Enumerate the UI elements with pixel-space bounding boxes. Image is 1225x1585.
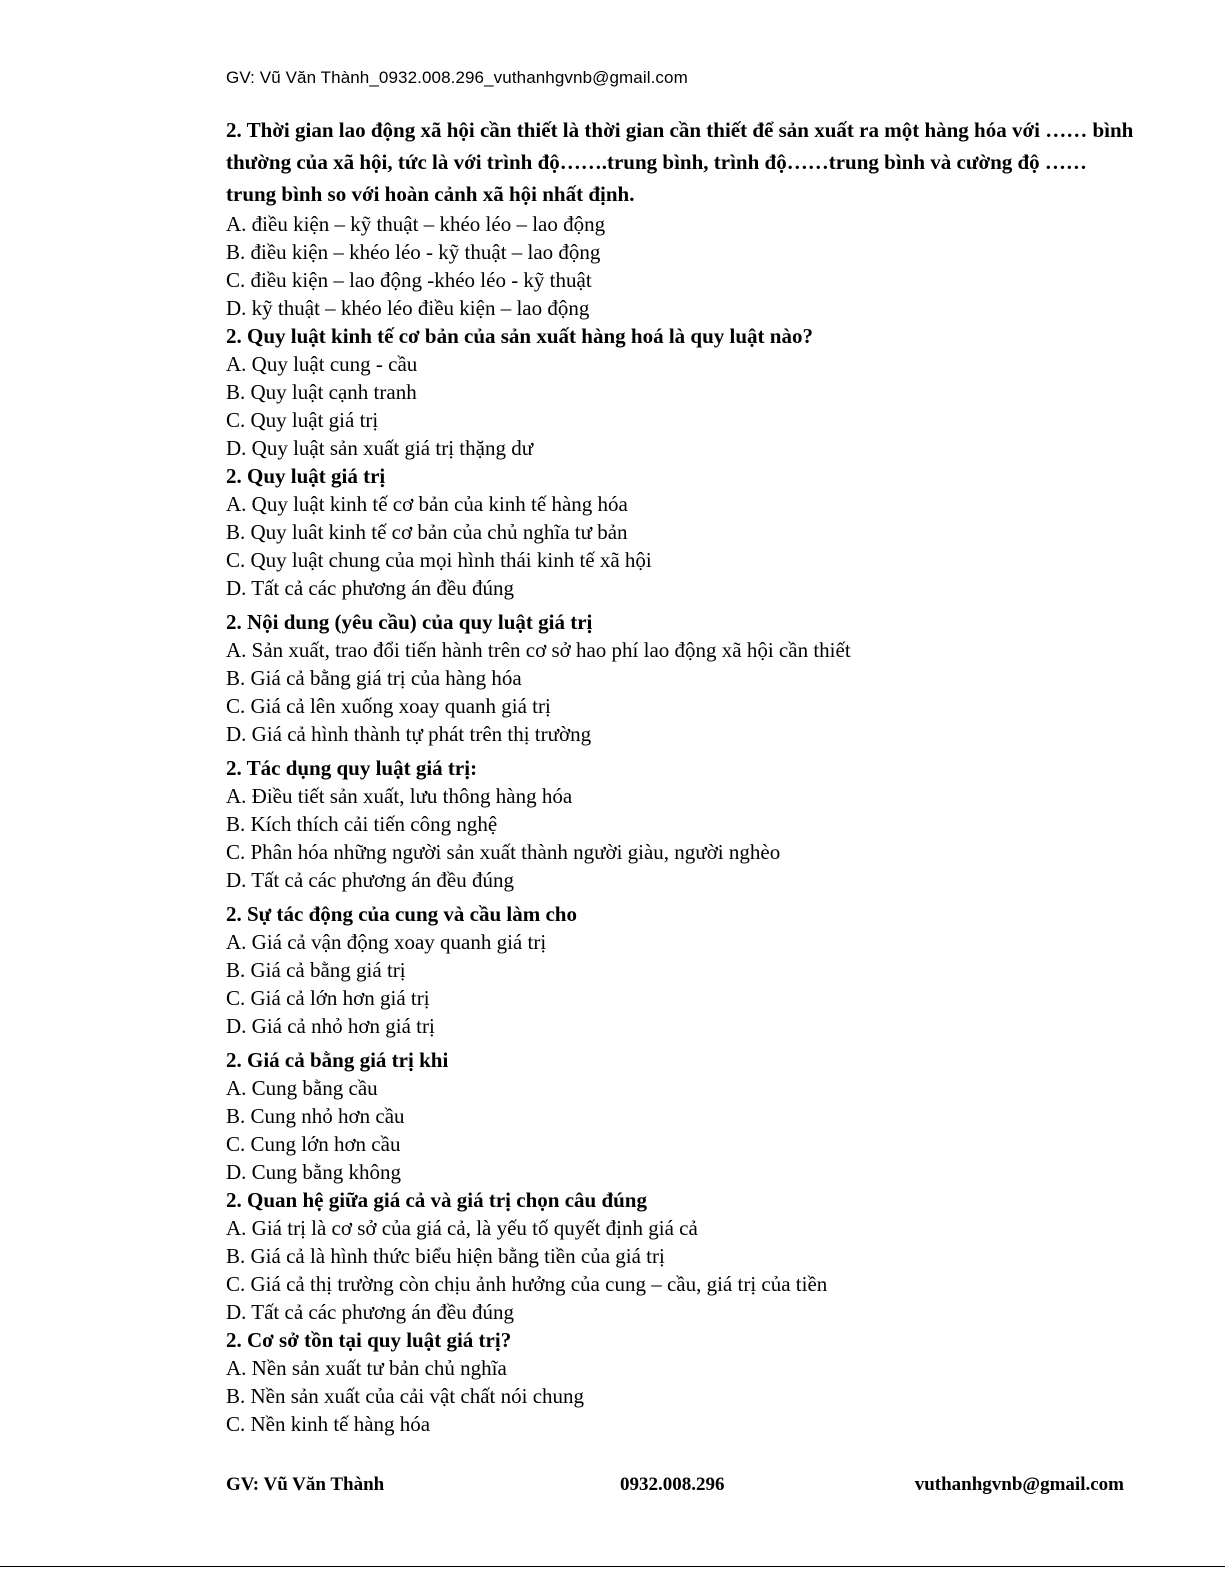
option-c: C. Giá cả thị trường còn chịu ảnh hưởng của cung – cầu, giá trị của tiền — [226, 1272, 828, 1296]
option-a: A. Sản xuất, trao đổi tiến hành trên cơ sở hao phí lao động xã hội cần thiết — [226, 638, 851, 662]
option-b: B. Kích thích cải tiến công nghệ — [226, 812, 498, 836]
option-a: A. Điều tiết sản xuất, lưu thông hàng hóa — [226, 784, 573, 808]
question-title: 2. Giá cả bằng giá trị khi — [226, 1048, 449, 1072]
option-c: C. điều kiện – lao động -khéo léo - kỹ thuật — [226, 268, 592, 292]
option-b: B. Quy luât kinh tế cơ bản của chủ nghĩa tư bản — [226, 520, 628, 544]
question-block-2 — [226, 322, 1136, 462]
question-title: 2. Cơ sở tồn tại quy luật giá trị? — [226, 1328, 512, 1352]
option-a: A. Nền sản xuất tư bản chủ nghĩa — [226, 1356, 507, 1380]
option-a: A. Quy luật kinh tế cơ bản của kinh tế hàng hóa — [226, 492, 628, 516]
option-b: B. Cung nhỏ hơn cầu — [226, 1104, 405, 1128]
option-d: D. Giá cả nhỏ hơn giá trị — [226, 1014, 435, 1038]
option-a: A. Giá trị là cơ sở của giá cả, là yếu tố quyết định giá cả — [226, 1216, 698, 1240]
option-a: A. Quy luật cung - cầu — [226, 352, 418, 376]
option-c: C. Nền kinh tế hàng hóa — [226, 1412, 431, 1436]
option-b: B. điều kiện – khéo léo - kỹ thuật – lao động — [226, 240, 601, 264]
option-d: D. Giá cả hình thành tự phát trên thị trường — [226, 722, 592, 746]
option-c: C. Phân hóa những người sản xuất thành người giàu, người nghèo — [226, 840, 781, 864]
question-block-5 — [226, 754, 1136, 894]
option-c: C. Quy luật chung của mọi hình thái kinh tế xã hội — [226, 548, 652, 572]
footer-phone: 0932.008.296 — [620, 1474, 725, 1495]
option-a: A. Giá cả vận động xoay quanh giá trị — [226, 930, 547, 954]
option-d: D. Tất cả các phương án đều đúng — [226, 868, 515, 892]
question-title: 2. Quy luật kinh tế cơ bản của sản xuất hàng hoá là quy luật nào? — [226, 324, 813, 348]
option-d: D. kỹ thuật – khéo léo điều kiện – lao động — [226, 296, 590, 320]
option-d: D. Cung bằng không — [226, 1160, 401, 1184]
question-block-3 — [226, 462, 1136, 602]
question-title: 2. Nội dung (yêu cầu) của quy luật giá trị — [226, 610, 593, 634]
option-d: D. Quy luật sản xuất giá trị thặng dư — [226, 436, 534, 460]
question-title: 2. Quy luật giá trị — [226, 464, 386, 488]
question-block-7 — [226, 1046, 1136, 1186]
question-title: 2. Sự tác động của cung và cầu làm cho — [226, 902, 577, 926]
option-d: D. Tất cả các phương án đều đúng — [226, 1300, 515, 1324]
option-b: B. Giá cả là hình thức biểu hiện bằng tiền của giá trị — [226, 1244, 665, 1268]
footer-teacher-name: GV: Vũ Văn Thành — [226, 1474, 385, 1495]
option-b: B. Nền sản xuất của cải vật chất nói chung — [226, 1384, 585, 1408]
question-block-4 — [226, 608, 1136, 748]
page-header: GV: Vũ Văn Thành_0932.008.296_vuthanhgvnb@gmail.com — [226, 68, 688, 87]
option-c: C. Quy luật giá trị — [226, 408, 379, 432]
option-a: A. điều kiện – kỹ thuật – khéo léo – lao động — [226, 212, 606, 236]
option-c: C. Cung lớn hơn cầu — [226, 1132, 401, 1156]
option-b: B. Quy luật cạnh tranh — [226, 380, 417, 404]
bottom-divider — [0, 1566, 1225, 1567]
question-block-8 — [226, 1186, 1136, 1326]
question-title: 2. Quan hệ giữa giá cả và giá trị chọn câu đúng — [226, 1188, 647, 1212]
option-b: B. Giá cả bằng giá trị của hàng hóa — [226, 666, 522, 690]
option-d: D. Tất cả các phương án đều đúng — [226, 576, 515, 600]
footer-email: vuthanhgvnb@gmail.com — [914, 1474, 1124, 1495]
option-c: C. Giá cả lên xuống xoay quanh giá trị — [226, 694, 551, 718]
option-c: C. Giá cả lớn hơn giá trị — [226, 986, 430, 1010]
question-block-6 — [226, 900, 1136, 1040]
question-block-1 — [226, 114, 1136, 322]
question-title: 2. Tác dụng quy luật giá trị: — [226, 756, 478, 780]
option-b: B. Giá cả bằng giá trị — [226, 958, 406, 982]
question-block-9 — [226, 1326, 1136, 1438]
question-title: 2. Thời gian lao động xã hội cần thiết là thời gian cần thiết để sản xuất ra một hàng hóa với …… bình thường của xã hội, tức là với trình độ…….trung bình, trình độ……trung bình và cường độ ……trung bình so với hoàn cảnh xã hội nhất định. — [226, 118, 1134, 206]
question-list — [226, 114, 1136, 1438]
option-a: A. Cung bằng cầu — [226, 1076, 378, 1100]
